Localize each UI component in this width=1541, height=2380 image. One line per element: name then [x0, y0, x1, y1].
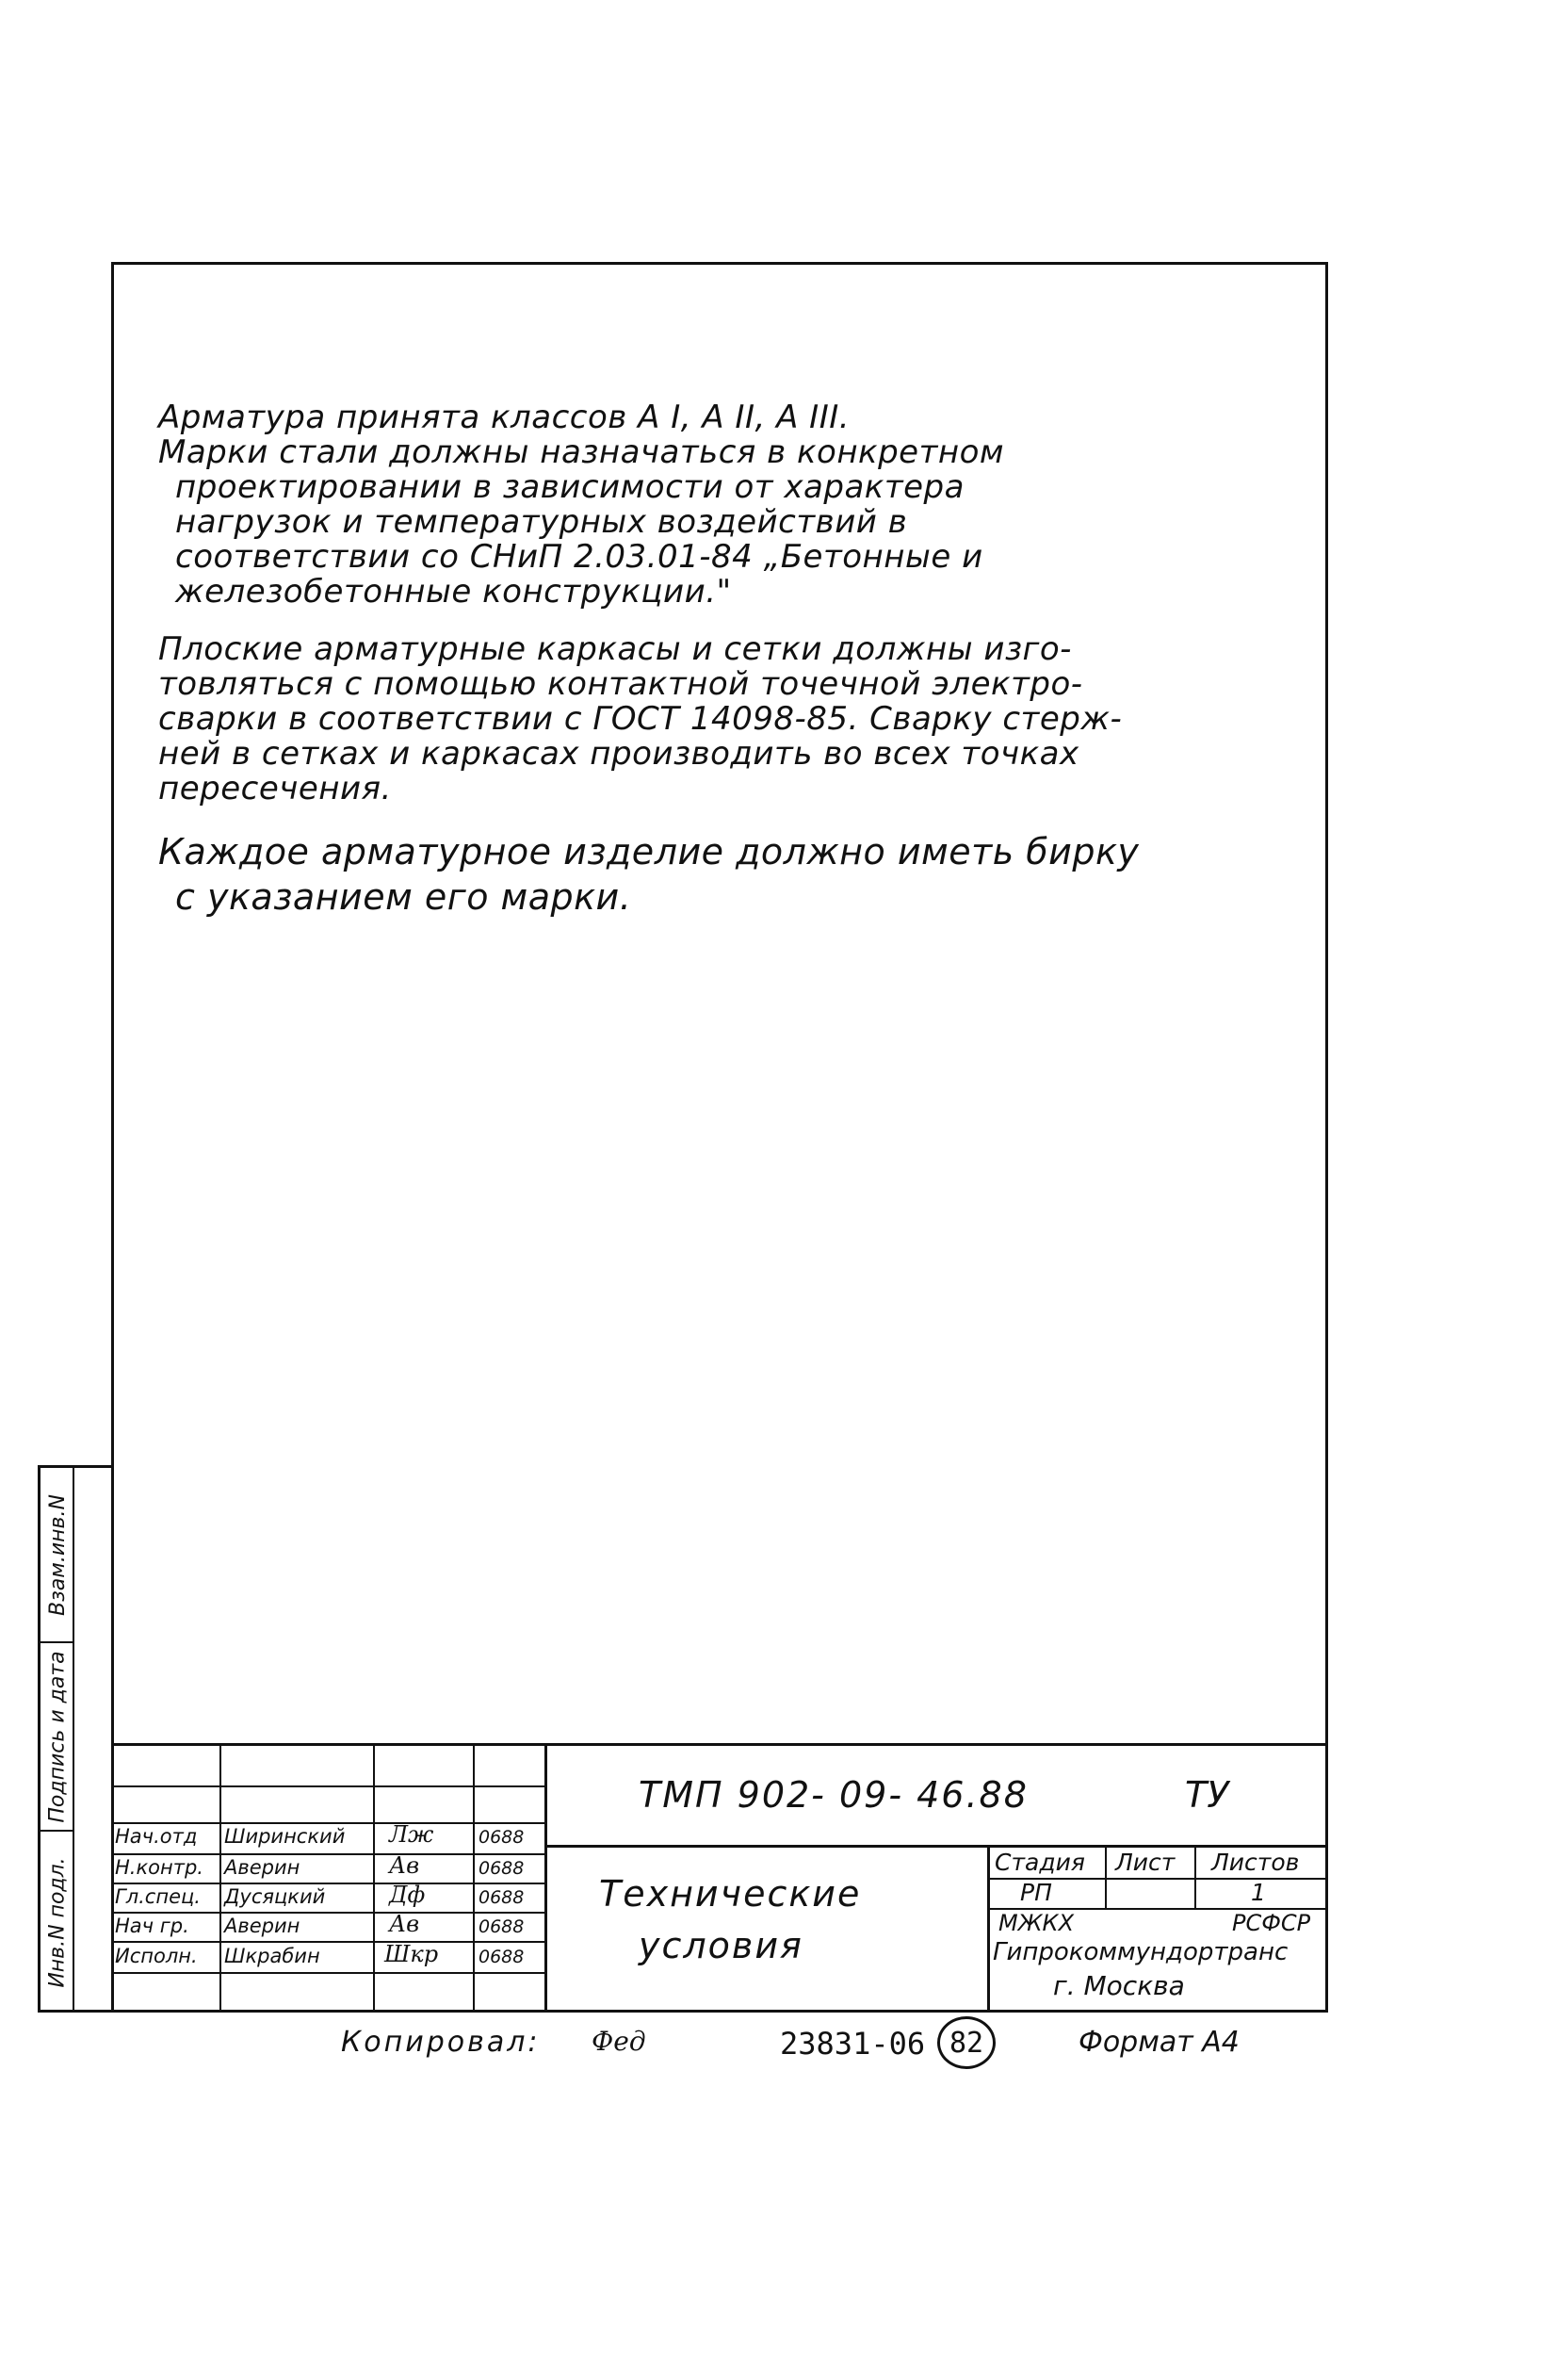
tb-line — [987, 1845, 990, 2013]
technical-notes — [158, 400, 1317, 942]
copied-by-label: Копировал: — [341, 2026, 541, 2059]
stage-label: Стадия — [995, 1849, 1085, 1876]
tb-line — [111, 1822, 544, 1824]
sig-role-head-dept: Нач.отд — [115, 1825, 198, 1848]
side-margin-strip — [38, 1465, 111, 2013]
note-line: сварки в соответствии с ГОСТ 14098-85. Сварку стерж- — [158, 700, 1123, 738]
tb-line — [111, 1972, 544, 1974]
note-line: проектировании в зависимости от характера — [175, 468, 965, 506]
note-line: нагрузок и температурных воздействий в — [175, 503, 908, 541]
sig-role-chief-spec: Гл.спец. — [115, 1885, 201, 1908]
strip-label: Взам.инв.N — [45, 1493, 70, 1616]
tb-line — [111, 1941, 544, 1943]
note-line: железобетонные конструкции." — [175, 573, 732, 611]
tb-line — [111, 1912, 544, 1914]
archive-number-circle: 82 — [937, 2016, 996, 2069]
tb-line — [111, 1883, 544, 1884]
strip-label: Подпись и дата — [45, 1650, 70, 1823]
sheets-value: 1 — [1251, 1879, 1266, 1906]
strip-divider — [41, 1468, 74, 2013]
tb-line — [111, 1853, 544, 1855]
sheet-label: Лист — [1115, 1849, 1176, 1876]
note-line: Каждое арматурное изделие должно иметь бирку — [158, 831, 1140, 872]
org-ministry: МЖКХ — [998, 1910, 1075, 1936]
sig-name-chief-spec: Дусяцкий — [224, 1885, 326, 1908]
tb-line — [547, 1845, 1325, 1848]
sig-date-chief-spec: 0688 — [479, 1887, 525, 1908]
org-institute: Гипрокоммундортранс — [993, 1938, 1289, 1966]
document-code: ТУ — [1185, 1774, 1229, 1816]
copier-signature-mark: Фед — [592, 2026, 646, 2057]
note-line: ней в сетках и каркасах производить во всех точках — [158, 735, 1079, 773]
note-line: Арматура принята классов А I, А II, А III. — [158, 399, 851, 436]
sig-date-executor: 0688 — [479, 1947, 525, 1967]
sheets-label: Листов — [1211, 1849, 1300, 1876]
sig-name-head-group: Аверин — [224, 1915, 300, 1937]
note-line: соответствии со СНиП 2.03.01-84 „Бетонные и — [175, 538, 983, 576]
tb-line — [1194, 1848, 1196, 1908]
org-republic: РСФСР — [1232, 1910, 1311, 1936]
sig-date-norm-control: 0688 — [479, 1858, 525, 1879]
signature-mark: Ав — [389, 1852, 420, 1879]
sig-role-executor: Исполн. — [115, 1945, 198, 1967]
sig-date-head-dept: 0688 — [479, 1827, 525, 1848]
sig-name-executor: Шкрабин — [224, 1945, 320, 1967]
paper-format: Формат А4 — [1079, 2026, 1240, 2059]
document-title-line1: Технические — [599, 1873, 862, 1915]
stage-value: РП — [1020, 1879, 1052, 1906]
note-line: товляться с помощью контактной точечной электро- — [158, 665, 1083, 703]
note-paragraph-tag — [158, 829, 1317, 920]
sig-name-norm-control: Аверин — [224, 1856, 300, 1879]
signature-mark: Шкр — [384, 1941, 439, 1967]
org-city: г. Москва — [1053, 1970, 1185, 2001]
document-designation: ТМП 902- 09- 46.88 — [639, 1774, 1029, 1816]
tb-line — [111, 1785, 544, 1787]
note-paragraph-reinforcement — [158, 400, 1317, 610]
note-line: с указанием его марки. — [175, 876, 632, 918]
strip-label: Инв.N подл. — [45, 1856, 70, 1988]
note-line: Плоские арматурные каркасы и сетки должны изго- — [158, 630, 1072, 668]
sig-name-head-dept: Ширинский — [224, 1825, 346, 1848]
document-title-line2: условия — [639, 1925, 803, 1966]
note-line: Марки стали должны назначаться в конкретном — [158, 433, 1005, 471]
signature-mark: Ав — [389, 1911, 420, 1937]
tb-line — [1105, 1848, 1107, 1908]
sig-date-head-group: 0688 — [479, 1916, 525, 1937]
tb-line — [544, 1746, 547, 2013]
note-paragraph-welding — [158, 632, 1317, 807]
archive-number: 23831-06 — [780, 2026, 926, 2062]
sig-role-head-group: Нач гр. — [115, 1915, 189, 1937]
signature-mark: Дф — [389, 1882, 426, 1908]
note-line: пересечения. — [158, 770, 392, 807]
title-block — [111, 1743, 1328, 2013]
sig-role-norm-control: Н.контр. — [115, 1856, 203, 1879]
signature-mark: Лж — [389, 1821, 434, 1848]
